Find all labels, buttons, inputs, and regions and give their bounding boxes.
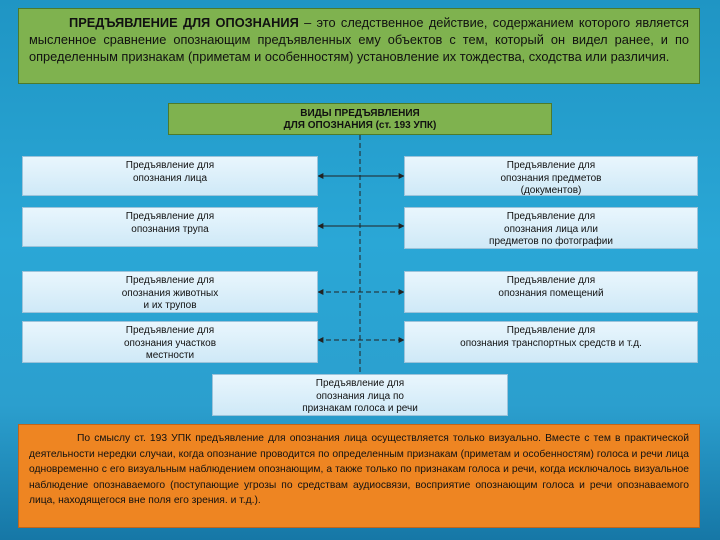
left-item-3-line2: опознания животных xyxy=(121,287,219,299)
left-item-3-line1: Предъявление для xyxy=(125,275,215,286)
left-item-1 xyxy=(22,156,318,196)
left-item-2-line1: Предъявление для xyxy=(125,211,215,222)
types-header-line1: ВИДЫ ПРЕДЪЯВЛЕНИЯ xyxy=(300,108,420,119)
left-item-1-line2: опознания лица xyxy=(132,172,208,184)
center-item-line1: Предъявление для xyxy=(315,378,405,389)
left-item-2 xyxy=(22,207,318,247)
center-item-line3: признакам голоса и речи xyxy=(302,403,418,414)
right-item-3-line1: Предъявление для xyxy=(506,275,596,286)
right-item-4-line2: опознания транспортных средств и т.д. xyxy=(460,337,642,349)
right-item-1 xyxy=(404,156,698,196)
left-item-3 xyxy=(22,271,318,313)
right-item-1-line1: Предъявление для xyxy=(506,160,596,171)
definition-term: ПРЕДЪЯВЛЕНИЕ ДЛЯ ОПОЗНАНИЯ xyxy=(69,15,299,30)
left-item-4-line2: опознания участков xyxy=(123,337,217,349)
left-item-4-line3: местности xyxy=(145,350,195,361)
center-item xyxy=(212,374,508,416)
definition-text: – это следственное действие, содержанием которого является мысленное сравнение опознающим предъявленных ему объектов с тем, который он видел ранее, и по определенным признакам (приметам и особенностям) установление их тождества, сходства или различия. xyxy=(29,15,689,64)
left-item-3-line3: и их трупов xyxy=(143,300,197,311)
center-item-line2: опознания лица по xyxy=(316,390,404,402)
right-item-1-line3: (документов) xyxy=(520,185,582,196)
left-item-1-line1: Предъявление для xyxy=(125,160,215,171)
right-item-3 xyxy=(404,271,698,313)
right-item-4 xyxy=(404,321,698,363)
right-item-2 xyxy=(404,207,698,249)
note-box xyxy=(18,424,700,528)
left-item-2-line2: опознания трупа xyxy=(131,223,209,235)
right-item-2-line2: опознания лица или xyxy=(504,223,598,235)
note-text: По смыслу ст. 193 УПК предъявление для опознания лица осуществляется только визуально. Вместе с тем в практической деятельности нередки случаи, когда опознание проводится по определенным признакам (приметам и особенностям) голоса и речи лица одновременно с его визуальным наблюдением опознающим, а также только по признакам голоса и речи, когда исключалось визуальное наблюдение опознаваемого (поступающие угрозы по средствам аудиосвязи, восприятие опознающим голоса и речи опознаваемого лица, находящегося вне поля его зрения. и т.д.). xyxy=(29,433,689,507)
left-item-4 xyxy=(22,321,318,363)
right-item-3-line2: опознания помещений xyxy=(498,287,604,299)
right-item-1-line2: опознания предметов xyxy=(500,172,602,184)
types-header-line2: ДЛЯ ОПОЗНАНИЯ (ст. 193 УПК) xyxy=(283,120,437,131)
left-item-4-line1: Предъявление для xyxy=(125,325,215,336)
right-item-2-line3: предметов по фотографии xyxy=(489,236,613,247)
right-item-2-line1: Предъявление для xyxy=(506,211,596,222)
right-item-4-line1: Предъявление для xyxy=(506,325,596,336)
